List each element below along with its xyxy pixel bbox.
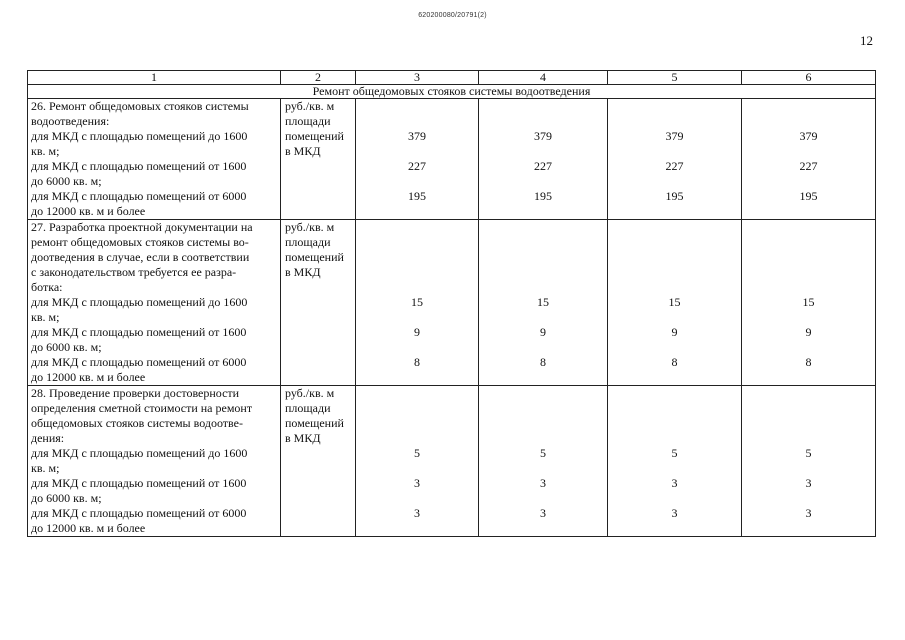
description-line: кв. м; [31, 144, 60, 158]
value [356, 310, 478, 325]
value [742, 265, 875, 280]
description-line: до 6000 кв. м; [31, 491, 102, 505]
description-line: дения: [31, 431, 65, 445]
value [479, 416, 607, 431]
value [479, 386, 607, 401]
description-line: определения сметной стоимости на ремонт [31, 401, 253, 415]
value [356, 280, 478, 295]
value [356, 220, 478, 235]
description-line: для МКД с площадью помещений до 1600 [31, 446, 248, 460]
description-line: для МКД с площадью помещений от 1600 [31, 325, 247, 339]
description-line: для МКД с площадью помещений от 6000 [31, 506, 247, 520]
value [356, 370, 478, 385]
value [356, 204, 478, 219]
value [356, 431, 478, 446]
value [742, 235, 875, 250]
value [479, 491, 607, 506]
value [479, 99, 607, 114]
value: 3 [414, 476, 420, 490]
value-cell [608, 386, 742, 537]
value [742, 114, 875, 129]
unit-line: в МКД [285, 265, 321, 279]
unit-line: площади [285, 235, 331, 249]
description-line: доотведения в случае, если в соответствии [31, 250, 250, 264]
value [479, 204, 607, 219]
value [742, 99, 875, 114]
value [742, 431, 875, 446]
value [479, 431, 607, 446]
unit-of-measure [281, 386, 356, 537]
unit-line: площади [285, 114, 331, 128]
value [608, 491, 741, 506]
column-header: 3 [356, 71, 479, 85]
value: 227 [408, 159, 426, 173]
value [608, 340, 741, 355]
value-cell [742, 99, 876, 220]
value [608, 250, 741, 265]
value [742, 521, 875, 536]
value [608, 416, 741, 431]
section-row [28, 85, 876, 99]
value: 227 [665, 159, 684, 173]
value [742, 401, 875, 416]
value: 227 [534, 159, 552, 173]
value: 8 [414, 355, 420, 369]
value [608, 521, 741, 536]
description-line: для МКД с площадью помещений от 1600 [31, 159, 247, 173]
column-header: 5 [608, 71, 742, 85]
value: 5 [540, 446, 546, 460]
value [479, 340, 607, 355]
value [608, 401, 741, 416]
unit-of-measure [281, 220, 356, 386]
value: 3 [540, 476, 546, 490]
value-cell [356, 99, 479, 220]
value [479, 220, 607, 235]
description-line: для МКД с площадью помещений от 1600 [31, 476, 247, 490]
value [356, 491, 478, 506]
value [479, 265, 607, 280]
value: 9 [805, 325, 812, 339]
value [608, 220, 741, 235]
value: 195 [534, 189, 552, 203]
value: 227 [799, 159, 818, 173]
value [608, 174, 741, 189]
unit-line: помещений [285, 129, 344, 143]
value-cell [608, 99, 742, 220]
value: 3 [671, 476, 678, 490]
unit-line: руб./кв. м [285, 386, 335, 400]
value [608, 235, 741, 250]
description-line: общедомовых стояков системы водоотве- [31, 416, 243, 430]
description-line: до 12000 кв. м и более [31, 521, 146, 535]
value: 3 [805, 506, 812, 520]
description-line: для МКД с площадью помещений от 6000 [31, 355, 247, 369]
value [356, 521, 478, 536]
description-line: с законодательством требуется ее разра- [31, 265, 237, 279]
value [356, 340, 478, 355]
value: 195 [408, 189, 426, 203]
value [742, 386, 875, 401]
value [608, 144, 741, 159]
table-row [28, 386, 876, 537]
description-line: кв. м; [31, 461, 60, 475]
value [742, 280, 875, 295]
value [356, 416, 478, 431]
value [742, 340, 875, 355]
value: 15 [537, 295, 549, 309]
value-cell [479, 220, 608, 386]
value: 3 [671, 506, 678, 520]
description-line: 27. Разработка проектной документации на [31, 220, 253, 234]
column-header: 4 [479, 71, 608, 85]
value [356, 461, 478, 476]
value [608, 99, 741, 114]
value [608, 310, 741, 325]
description-line: ботка: [31, 280, 63, 294]
value [356, 99, 478, 114]
value [742, 491, 875, 506]
value [356, 386, 478, 401]
value: 9 [671, 325, 678, 339]
value [479, 401, 607, 416]
value [742, 144, 875, 159]
column-header: 6 [742, 71, 876, 85]
value: 8 [671, 355, 678, 369]
unit-line: помещений [285, 416, 344, 430]
value [742, 416, 875, 431]
value [608, 280, 741, 295]
column-header-row [28, 71, 876, 85]
value-cell [356, 220, 479, 386]
value [742, 174, 875, 189]
value: 3 [414, 506, 420, 520]
item-description [28, 386, 281, 537]
value: 3 [805, 476, 812, 490]
value [742, 370, 875, 385]
value: 8 [805, 355, 812, 369]
value-cell [356, 386, 479, 537]
unit-line: площади [285, 401, 331, 415]
page-number: 12 [860, 33, 873, 48]
value [608, 265, 741, 280]
unit-line: помещений [285, 250, 344, 264]
value: 379 [408, 129, 426, 143]
value: 15 [411, 295, 423, 309]
value: 15 [802, 295, 815, 309]
description-line: 26. Ремонт общедомовых стояков системы [31, 99, 249, 113]
value: 5 [805, 446, 812, 460]
unit-line: руб./кв. м [285, 99, 335, 113]
description-line: для МКД с площадью помещений до 1600 [31, 129, 248, 143]
table-row [28, 220, 876, 386]
item-description [28, 220, 281, 386]
value [742, 461, 875, 476]
column-header: 1 [28, 71, 281, 85]
value-cell [742, 220, 876, 386]
value [479, 280, 607, 295]
value [356, 114, 478, 129]
description-line: кв. м; [31, 310, 60, 324]
value [356, 174, 478, 189]
tariff-table [27, 70, 876, 537]
description-line: водоотведения: [31, 114, 110, 128]
value: 195 [799, 189, 818, 203]
value [742, 220, 875, 235]
description-line: 28. Проведение проверки достоверности [31, 386, 240, 400]
document-id: 620200080/20791(2) [418, 12, 487, 19]
value [608, 204, 741, 219]
value [479, 461, 607, 476]
value: 8 [540, 355, 546, 369]
value-cell [608, 220, 742, 386]
value [356, 144, 478, 159]
description-line: ремонт общедомовых стояков системы во- [31, 235, 249, 249]
value [479, 370, 607, 385]
value [608, 431, 741, 446]
value [479, 521, 607, 536]
value: 3 [540, 506, 546, 520]
description-line: до 6000 кв. м; [31, 340, 102, 354]
value-cell [742, 386, 876, 537]
value [479, 310, 607, 325]
table-row [28, 99, 876, 220]
description-line: до 12000 кв. м и более [31, 204, 146, 218]
value [608, 370, 741, 385]
description-line: до 12000 кв. м и более [31, 370, 146, 384]
value [356, 250, 478, 265]
unit-line: в МКД [285, 144, 321, 158]
value: 9 [540, 325, 546, 339]
unit-of-measure [281, 99, 356, 220]
value [356, 401, 478, 416]
value: 9 [414, 325, 420, 339]
value-cell [479, 386, 608, 537]
value [742, 250, 875, 265]
value: 379 [665, 129, 684, 143]
description-line: до 6000 кв. м; [31, 174, 102, 188]
value: 15 [668, 295, 681, 309]
value [356, 265, 478, 280]
value [479, 144, 607, 159]
value: 5 [671, 446, 678, 460]
value [608, 114, 741, 129]
section-title: Ремонт общедомовых стояков системы водоотведения [28, 85, 876, 99]
value [479, 114, 607, 129]
value [742, 310, 875, 325]
value [608, 461, 741, 476]
unit-line: в МКД [285, 431, 321, 445]
value-cell [479, 99, 608, 220]
column-header: 2 [281, 71, 356, 85]
item-description [28, 99, 281, 220]
value [356, 235, 478, 250]
value: 195 [665, 189, 684, 203]
value [479, 250, 607, 265]
value [479, 174, 607, 189]
value [742, 204, 875, 219]
description-line: для МКД с площадью помещений до 1600 [31, 295, 248, 309]
description-line: для МКД с площадью помещений от 6000 [31, 189, 247, 203]
value [608, 386, 741, 401]
value: 379 [534, 129, 552, 143]
unit-line: руб./кв. м [285, 220, 335, 234]
value: 5 [414, 446, 420, 460]
value [479, 235, 607, 250]
value: 379 [799, 129, 818, 143]
